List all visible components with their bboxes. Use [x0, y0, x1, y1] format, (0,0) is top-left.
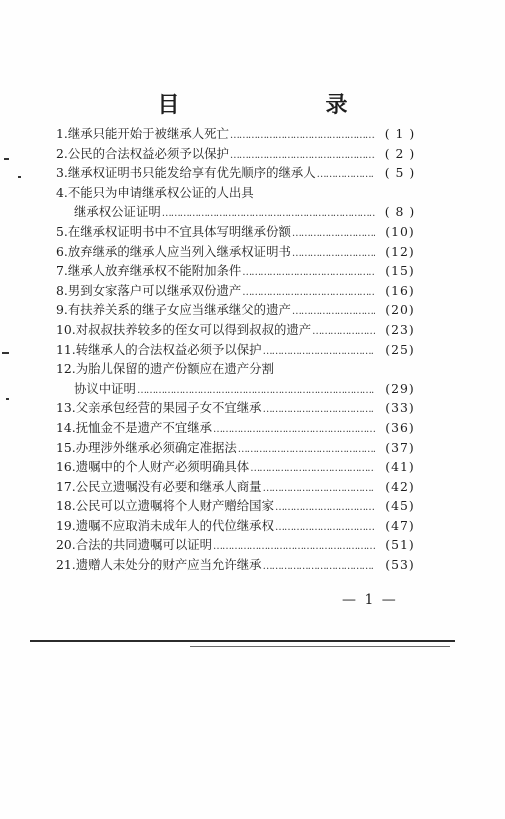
entry-title: 办理涉外继承必须确定准据法 — [75, 439, 237, 455]
entry-number: 6. — [56, 243, 68, 259]
entry-page: (41) — [385, 459, 415, 475]
entry-title: 遗嘱不应取消未成年人的代位继承权 — [75, 517, 274, 533]
bottom-rule-secondary — [190, 646, 450, 647]
entry-title: 遗嘱中的个人财产必须明确具体 — [75, 459, 250, 475]
entry-page: (42) — [385, 478, 415, 494]
toc-entry[interactable] — [56, 320, 421, 340]
dot-leader — [250, 459, 375, 479]
entry-number: 15. — [56, 439, 76, 455]
entry-title: 公民立遗嘱没有必要和继承人商量 — [75, 478, 262, 494]
toc-entry[interactable] — [56, 340, 421, 360]
toc-entry[interactable] — [56, 398, 421, 418]
entry-page: (36) — [385, 419, 415, 435]
entry-page: (29) — [385, 380, 415, 396]
toc-entry-continued[interactable] — [56, 202, 421, 222]
entry-number: 11. — [56, 341, 76, 357]
toc-entry[interactable] — [56, 144, 421, 164]
entry-page: ( 5 ) — [384, 165, 416, 181]
entry-title: 男到女家落户可以继承双份遗产 — [67, 282, 242, 298]
dot-leader — [292, 244, 375, 264]
dot-leader — [230, 126, 375, 146]
toc-entry[interactable] — [56, 183, 421, 203]
entry-title: 公民的合法权益必须予以保护 — [67, 145, 229, 161]
entry-page: (12) — [385, 243, 415, 259]
dot-leader — [263, 400, 375, 420]
entry-title: 协议中证明 — [74, 380, 136, 396]
entry-title: 继承权公证证明 — [74, 204, 161, 220]
entry-number: 1. — [56, 126, 68, 141]
scan-speck — [6, 398, 9, 400]
scan-speck — [18, 176, 21, 178]
entry-page: (15) — [385, 263, 415, 279]
entry-page: (47) — [385, 517, 415, 533]
dot-leader — [213, 420, 375, 440]
toc-entry[interactable] — [56, 359, 421, 379]
dot-leader — [263, 479, 375, 499]
entry-page: (33) — [385, 400, 415, 416]
dot-leader — [263, 557, 375, 577]
entry-number: 19. — [56, 517, 76, 533]
entry-number: 5. — [56, 223, 68, 239]
entry-title: 父亲承包经营的果园子女不宜继承 — [75, 400, 262, 416]
entry-number: 8. — [56, 282, 68, 298]
entry-title: 继承人放弃继承权不能附加条件 — [67, 263, 242, 279]
dot-leader — [317, 165, 375, 185]
toc-entry-continued[interactable] — [56, 379, 421, 399]
scan-speck — [4, 158, 9, 160]
dot-leader — [312, 322, 375, 342]
entry-number: 9. — [56, 302, 68, 318]
entry-number: 17. — [56, 478, 76, 494]
toc-entry[interactable] — [56, 163, 421, 183]
entry-title: 遗赠人未处分的财产应当允许继承 — [75, 557, 262, 573]
toc-entry[interactable] — [56, 261, 421, 281]
entry-page: (23) — [385, 321, 415, 337]
toc-entry[interactable] — [56, 555, 421, 575]
toc-entry[interactable] — [56, 535, 421, 555]
entry-number: 16. — [56, 459, 76, 475]
entry-page: (51) — [385, 537, 415, 553]
dot-leader — [263, 342, 375, 362]
entry-number: 14. — [56, 419, 76, 435]
toc-entry[interactable] — [56, 496, 421, 516]
entry-title: 放弃继承的继承人应当列入继承权证明书 — [67, 243, 291, 259]
entry-number: 2. — [56, 145, 68, 161]
toc-entry[interactable] — [56, 457, 421, 477]
entry-number: 12. — [56, 361, 76, 377]
toc-entry[interactable] — [56, 124, 421, 144]
entry-number: 7. — [56, 263, 68, 279]
entry-title: 公民可以立遗嘱将个人财产赠给国家 — [75, 498, 274, 514]
entry-title: 抚恤金不是遗产不宜继承 — [75, 419, 213, 435]
bottom-rule — [30, 640, 455, 642]
entry-page: ( 2 ) — [384, 145, 416, 161]
entry-page: (53) — [385, 557, 415, 573]
entry-page: (16) — [385, 282, 415, 298]
entry-title: 对叔叔扶养较多的侄女可以得到叔叔的遗产 — [75, 321, 312, 337]
toc-entry[interactable] — [56, 418, 421, 438]
entry-title: 为胎儿保留的遗产份额应在遗产分割 — [75, 361, 274, 377]
entry-title: 合法的共同遗嘱可以证明 — [75, 537, 213, 553]
entry-number: 13. — [56, 400, 76, 416]
dot-leader — [292, 224, 375, 244]
toc-entry[interactable] — [56, 242, 421, 262]
scan-speck — [2, 352, 9, 354]
entry-number: 18. — [56, 498, 76, 514]
entry-number: 10. — [56, 321, 76, 337]
toc-entry[interactable] — [56, 516, 421, 536]
entry-title: 继承权证明书只能发给享有优先顺序的继承人 — [67, 165, 316, 181]
entry-page: (37) — [385, 439, 415, 455]
entry-title: 在继承权证明书中不宜具体写明继承份额 — [67, 223, 291, 239]
entry-page: (10) — [385, 223, 415, 239]
toc-entry[interactable] — [56, 438, 421, 458]
entry-number: 3. — [56, 165, 68, 181]
dot-leader — [275, 518, 375, 538]
toc-entry[interactable] — [56, 300, 421, 320]
entry-title: 转继承人的合法权益必须予以保护 — [75, 341, 262, 357]
entry-title: 不能只为申请继承权公证的人出具 — [67, 184, 254, 200]
dot-leader — [275, 498, 375, 518]
entry-number: 21. — [56, 557, 76, 573]
entry-page: ( 8 ) — [384, 204, 416, 220]
toc-entry[interactable] — [56, 281, 421, 301]
entry-title: 有扶养关系的继子女应当继承继父的遗产 — [67, 302, 291, 318]
entry-number: 4. — [56, 184, 68, 200]
entry-title: 继承只能开始于被继承人死亡 — [67, 126, 229, 141]
entry-page: (45) — [385, 498, 415, 514]
entry-page: (25) — [385, 341, 415, 357]
table-of-contents — [56, 124, 421, 575]
entry-page: (20) — [385, 302, 415, 318]
toc-entry[interactable] — [56, 477, 421, 497]
entry-page: ( 1 ) — [384, 126, 416, 141]
entry-number: 20. — [56, 537, 76, 553]
page-title: 目 录 — [157, 92, 410, 118]
dot-leader — [238, 440, 375, 460]
dot-leader — [242, 263, 375, 283]
toc-entry[interactable] — [56, 222, 421, 242]
page-number: — 1 — — [342, 592, 398, 608]
